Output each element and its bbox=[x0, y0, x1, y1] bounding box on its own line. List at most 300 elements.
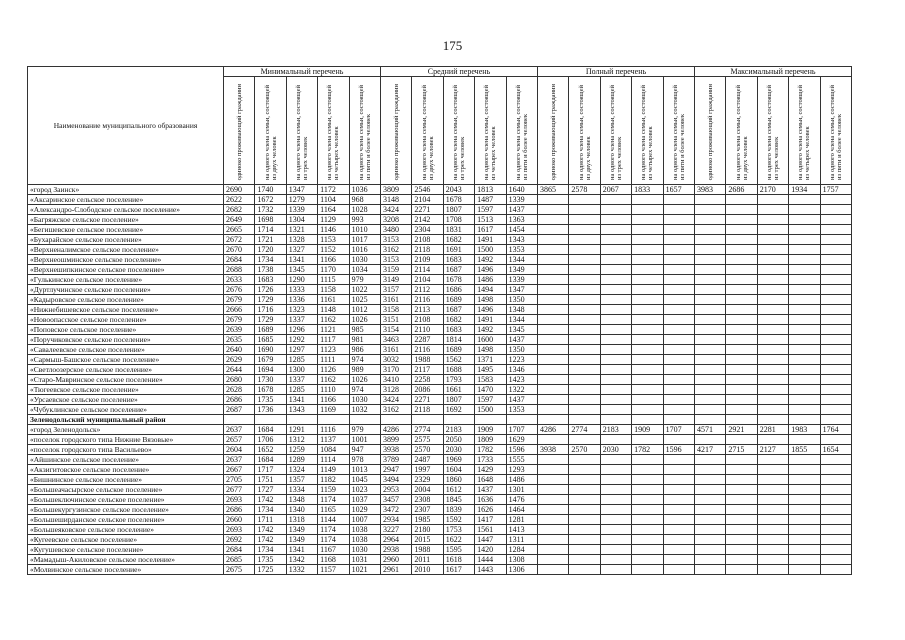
subcolumn-header-label: на одного члена семьи, состоящей из двух человек bbox=[420, 85, 435, 180]
value-cell: 1720 bbox=[255, 245, 286, 255]
municipality-name: «Молвинское сельское поселение» bbox=[28, 565, 224, 575]
value-cell bbox=[663, 505, 694, 515]
group-header-full: Полный перечень bbox=[538, 67, 695, 77]
value-cell bbox=[726, 235, 757, 245]
value-cell: 3809 bbox=[381, 185, 412, 195]
value-cell: 1592 bbox=[443, 515, 474, 525]
value-cell: 1152 bbox=[318, 245, 349, 255]
value-cell bbox=[538, 485, 569, 495]
value-cell: 3151 bbox=[381, 315, 412, 325]
table-row bbox=[28, 285, 852, 295]
value-cell: 1104 bbox=[318, 195, 349, 205]
value-cell bbox=[757, 295, 788, 305]
value-cell bbox=[820, 415, 851, 425]
value-cell bbox=[632, 465, 663, 475]
municipality-name: «Большеяковское сельское поселение» bbox=[28, 525, 224, 535]
value-cell bbox=[600, 475, 631, 485]
value-cell bbox=[632, 495, 663, 505]
value-cell bbox=[632, 415, 663, 425]
value-cell: 1345 bbox=[506, 325, 537, 335]
value-cell: 1736 bbox=[255, 405, 286, 415]
table-row bbox=[28, 365, 852, 375]
value-cell: 2705 bbox=[224, 475, 255, 485]
municipality-name: «поселок городского типа Васильево» bbox=[28, 445, 224, 455]
value-cell: 1437 bbox=[506, 205, 537, 215]
value-cell bbox=[600, 415, 631, 425]
value-cell: 1321 bbox=[286, 225, 317, 235]
value-cell bbox=[663, 225, 694, 235]
value-cell bbox=[663, 405, 694, 415]
value-cell: 1909 bbox=[475, 425, 506, 435]
value-cell bbox=[538, 365, 569, 375]
value-cell bbox=[726, 565, 757, 575]
value-cell bbox=[789, 325, 820, 335]
value-cell: 1617 bbox=[475, 225, 506, 235]
value-cell: 1513 bbox=[475, 215, 506, 225]
value-cell bbox=[789, 545, 820, 555]
value-cell: 1293 bbox=[506, 465, 537, 475]
value-cell bbox=[538, 385, 569, 395]
value-cell bbox=[757, 415, 788, 425]
value-cell: 1753 bbox=[443, 525, 474, 535]
value-cell bbox=[569, 485, 600, 495]
value-cell bbox=[600, 375, 631, 385]
value-cell bbox=[820, 545, 851, 555]
value-cell bbox=[663, 315, 694, 325]
value-cell: 1833 bbox=[632, 185, 663, 195]
value-cell bbox=[757, 375, 788, 385]
value-cell: 1683 bbox=[443, 325, 474, 335]
municipality-name: «Александро-Слободское сельское поселение» bbox=[28, 205, 224, 215]
table-row bbox=[28, 235, 852, 245]
value-cell bbox=[569, 565, 600, 575]
value-cell bbox=[695, 275, 726, 285]
table-row bbox=[28, 515, 852, 525]
value-cell: 1678 bbox=[443, 275, 474, 285]
value-cell bbox=[600, 405, 631, 415]
value-cell bbox=[757, 535, 788, 545]
value-cell bbox=[789, 365, 820, 375]
value-cell: 1692 bbox=[443, 405, 474, 415]
value-cell: 1423 bbox=[506, 375, 537, 385]
value-cell bbox=[695, 495, 726, 505]
table-row bbox=[28, 505, 852, 515]
value-cell bbox=[538, 215, 569, 225]
table-row bbox=[28, 185, 852, 195]
value-cell bbox=[695, 355, 726, 365]
value-cell bbox=[789, 195, 820, 205]
value-cell: 2688 bbox=[224, 265, 255, 275]
value-cell: 1322 bbox=[506, 385, 537, 395]
value-cell: 1281 bbox=[506, 515, 537, 525]
value-cell bbox=[632, 515, 663, 525]
value-cell: 1751 bbox=[255, 475, 286, 485]
value-cell: 1500 bbox=[475, 245, 506, 255]
value-cell: 1342 bbox=[286, 555, 317, 565]
value-cell bbox=[695, 545, 726, 555]
value-cell: 1012 bbox=[349, 305, 380, 315]
value-cell: 1486 bbox=[506, 475, 537, 485]
value-cell bbox=[663, 395, 694, 405]
subcolumn-header bbox=[318, 77, 349, 185]
value-cell: 1447 bbox=[475, 535, 506, 545]
value-cell: 1334 bbox=[286, 485, 317, 495]
value-cell bbox=[538, 495, 569, 505]
value-cell: 1729 bbox=[255, 315, 286, 325]
value-cell bbox=[820, 325, 851, 335]
value-cell: 1285 bbox=[286, 355, 317, 365]
value-cell bbox=[695, 295, 726, 305]
value-cell bbox=[600, 235, 631, 245]
value-cell bbox=[538, 265, 569, 275]
table-row bbox=[28, 215, 852, 225]
value-cell bbox=[600, 555, 631, 565]
value-cell: 1500 bbox=[475, 405, 506, 415]
value-cell: 1491 bbox=[475, 235, 506, 245]
value-cell: 2667 bbox=[224, 465, 255, 475]
table-row bbox=[28, 305, 852, 315]
value-cell: 1561 bbox=[475, 525, 506, 535]
value-cell bbox=[789, 315, 820, 325]
value-cell bbox=[789, 505, 820, 515]
value-cell bbox=[820, 285, 851, 295]
value-cell: 1498 bbox=[475, 295, 506, 305]
value-cell bbox=[663, 305, 694, 315]
value-cell: 2604 bbox=[224, 445, 255, 455]
value-cell bbox=[538, 355, 569, 365]
value-cell bbox=[632, 395, 663, 405]
value-cell bbox=[820, 495, 851, 505]
value-cell bbox=[632, 205, 663, 215]
group-header-minimal: Минимальный перечень bbox=[224, 67, 381, 77]
value-cell bbox=[632, 195, 663, 205]
value-cell: 2487 bbox=[412, 455, 443, 465]
value-cell: 2666 bbox=[224, 305, 255, 315]
value-cell bbox=[663, 465, 694, 475]
value-cell bbox=[538, 475, 569, 485]
value-cell bbox=[695, 365, 726, 375]
value-cell bbox=[569, 405, 600, 415]
value-cell bbox=[757, 395, 788, 405]
value-cell: 2693 bbox=[224, 525, 255, 535]
value-cell: 1622 bbox=[443, 535, 474, 545]
value-cell: 2774 bbox=[412, 425, 443, 435]
value-cell bbox=[757, 195, 788, 205]
value-cell bbox=[757, 285, 788, 295]
value-cell: 2030 bbox=[600, 445, 631, 455]
value-cell: 1084 bbox=[318, 445, 349, 455]
value-cell bbox=[538, 195, 569, 205]
value-cell: 1026 bbox=[349, 315, 380, 325]
value-cell: 1985 bbox=[412, 515, 443, 525]
value-cell bbox=[632, 265, 663, 275]
subcolumn-header bbox=[381, 77, 412, 185]
value-cell bbox=[757, 325, 788, 335]
value-cell bbox=[789, 295, 820, 305]
value-cell bbox=[569, 355, 600, 365]
value-cell: 1030 bbox=[349, 395, 380, 405]
subcolumn-header bbox=[443, 77, 474, 185]
value-cell bbox=[726, 525, 757, 535]
value-cell bbox=[381, 415, 412, 425]
value-cell: 1017 bbox=[349, 235, 380, 245]
value-cell: 1343 bbox=[506, 235, 537, 245]
value-cell: 1349 bbox=[506, 265, 537, 275]
value-cell bbox=[663, 355, 694, 365]
value-cell: 2637 bbox=[224, 455, 255, 465]
value-cell bbox=[695, 455, 726, 465]
value-cell: 2015 bbox=[412, 535, 443, 545]
subcolumn-header bbox=[538, 77, 569, 185]
value-cell: 1498 bbox=[475, 345, 506, 355]
value-cell: 2690 bbox=[224, 185, 255, 195]
value-cell bbox=[820, 465, 851, 475]
value-cell: 1123 bbox=[318, 345, 349, 355]
value-cell: 1318 bbox=[286, 515, 317, 525]
value-cell bbox=[663, 215, 694, 225]
value-cell bbox=[757, 525, 788, 535]
value-cell: 1682 bbox=[443, 235, 474, 245]
value-cell: 1166 bbox=[318, 255, 349, 265]
value-cell bbox=[538, 335, 569, 345]
value-cell: 1029 bbox=[349, 505, 380, 515]
value-cell bbox=[820, 405, 851, 415]
subcolumn-header bbox=[255, 77, 286, 185]
municipality-name: «Дуртлучинское сельское поселение» bbox=[28, 285, 224, 295]
value-cell: 1688 bbox=[443, 365, 474, 375]
value-cell: 1626 bbox=[475, 505, 506, 515]
table-row bbox=[28, 275, 852, 285]
municipality-name: «Нижнебишевское сельское поселение» bbox=[28, 305, 224, 315]
value-cell: 1429 bbox=[475, 465, 506, 475]
value-cell bbox=[789, 355, 820, 365]
value-cell: 2304 bbox=[412, 225, 443, 235]
value-cell: 1492 bbox=[475, 255, 506, 265]
table-row bbox=[28, 315, 852, 325]
value-cell: 3227 bbox=[381, 525, 412, 535]
value-cell bbox=[789, 405, 820, 415]
value-cell: 1115 bbox=[318, 275, 349, 285]
value-cell: 2692 bbox=[224, 535, 255, 545]
table-row bbox=[28, 245, 852, 255]
value-cell: 2118 bbox=[412, 245, 443, 255]
table-row bbox=[28, 445, 852, 455]
value-cell bbox=[726, 285, 757, 295]
table-row bbox=[28, 525, 852, 535]
value-cell: 1640 bbox=[506, 185, 537, 195]
value-cell bbox=[757, 435, 788, 445]
subcolumn-header bbox=[349, 77, 380, 185]
value-cell: 1596 bbox=[663, 445, 694, 455]
value-cell bbox=[600, 205, 631, 215]
value-cell: 1312 bbox=[286, 435, 317, 445]
value-cell: 1022 bbox=[349, 285, 380, 295]
value-cell: 981 bbox=[349, 335, 380, 345]
value-cell bbox=[538, 545, 569, 555]
municipality-name: «Чубуклинское сельское поселение» bbox=[28, 405, 224, 415]
value-cell bbox=[820, 395, 851, 405]
value-cell bbox=[663, 345, 694, 355]
value-cell bbox=[820, 555, 851, 565]
value-cell: 2258 bbox=[412, 375, 443, 385]
municipality-name: «город Зеленодольск» bbox=[28, 425, 224, 435]
value-cell: 1023 bbox=[349, 485, 380, 495]
value-cell bbox=[600, 225, 631, 235]
value-cell: 1148 bbox=[318, 305, 349, 315]
value-cell bbox=[600, 385, 631, 395]
value-cell: 2640 bbox=[224, 345, 255, 355]
value-cell bbox=[632, 225, 663, 235]
value-cell bbox=[632, 525, 663, 535]
value-cell: 1730 bbox=[255, 375, 286, 385]
value-cell bbox=[569, 295, 600, 305]
value-cell: 2682 bbox=[224, 205, 255, 215]
value-cell bbox=[757, 485, 788, 495]
value-cell bbox=[757, 405, 788, 415]
value-cell: 1038 bbox=[349, 525, 380, 535]
value-cell: 2043 bbox=[443, 185, 474, 195]
subcolumn-header-label: на одного члена семьи, состоящей из четырех человек bbox=[326, 85, 341, 180]
value-cell: 1223 bbox=[506, 355, 537, 365]
value-cell bbox=[663, 295, 694, 305]
value-cell bbox=[600, 535, 631, 545]
value-cell bbox=[695, 345, 726, 355]
value-cell: 2116 bbox=[412, 345, 443, 355]
value-cell bbox=[695, 465, 726, 475]
value-cell bbox=[789, 385, 820, 395]
value-cell: 2934 bbox=[381, 515, 412, 525]
value-cell: 2117 bbox=[412, 365, 443, 375]
municipality-name: «Савалеевское сельское поселение» bbox=[28, 345, 224, 355]
subcolumn-header bbox=[789, 77, 820, 185]
value-cell: 1683 bbox=[255, 275, 286, 285]
value-cell bbox=[569, 275, 600, 285]
value-cell bbox=[695, 475, 726, 485]
value-cell bbox=[538, 525, 569, 535]
value-cell bbox=[726, 395, 757, 405]
value-cell: 1988 bbox=[412, 355, 443, 365]
value-cell bbox=[600, 365, 631, 375]
value-cell: 1600 bbox=[475, 335, 506, 345]
value-cell: 1685 bbox=[255, 335, 286, 345]
value-cell bbox=[569, 395, 600, 405]
value-cell bbox=[695, 255, 726, 265]
value-cell: 1742 bbox=[255, 535, 286, 545]
value-cell: 2307 bbox=[412, 505, 443, 515]
value-cell: 2687 bbox=[224, 405, 255, 415]
value-cell bbox=[538, 345, 569, 355]
table-body bbox=[28, 185, 852, 575]
value-cell: 1562 bbox=[443, 355, 474, 365]
municipality-name: «Поручиковское сельское поселение» bbox=[28, 335, 224, 345]
value-cell: 993 bbox=[349, 215, 380, 225]
value-cell bbox=[695, 375, 726, 385]
value-cell: 1045 bbox=[349, 475, 380, 485]
value-cell bbox=[538, 505, 569, 515]
value-cell: 1291 bbox=[286, 425, 317, 435]
value-cell: 1988 bbox=[412, 545, 443, 555]
table-wrapper bbox=[27, 66, 852, 575]
table-row bbox=[28, 345, 852, 355]
value-cell bbox=[569, 345, 600, 355]
value-cell: 2142 bbox=[412, 215, 443, 225]
value-cell: 3480 bbox=[381, 225, 412, 235]
value-cell bbox=[538, 395, 569, 405]
value-cell: 1339 bbox=[506, 195, 537, 205]
value-cell: 1860 bbox=[443, 475, 474, 485]
value-cell: 1007 bbox=[349, 515, 380, 525]
value-cell bbox=[412, 415, 443, 425]
value-cell: 3938 bbox=[538, 445, 569, 455]
subcolumn-header-label: на одного члена семьи, состоящей из трех человек bbox=[608, 85, 623, 180]
value-cell bbox=[695, 435, 726, 445]
value-cell: 1126 bbox=[318, 365, 349, 375]
value-cell: 2633 bbox=[224, 275, 255, 285]
table-row bbox=[28, 395, 852, 405]
subcolumn-header bbox=[663, 77, 694, 185]
value-cell: 1038 bbox=[349, 535, 380, 545]
value-cell bbox=[726, 455, 757, 465]
value-cell: 1162 bbox=[318, 315, 349, 325]
subcolumn-header-label: одиноко проживающий гражданин bbox=[706, 83, 714, 180]
value-cell: 2685 bbox=[224, 555, 255, 565]
value-cell: 1165 bbox=[318, 505, 349, 515]
value-cell bbox=[789, 305, 820, 315]
value-cell bbox=[538, 415, 569, 425]
value-cell: 1717 bbox=[255, 465, 286, 475]
value-cell bbox=[569, 375, 600, 385]
value-cell bbox=[600, 325, 631, 335]
municipality-name: «Большеключинское сельское поселение» bbox=[28, 495, 224, 505]
value-cell: 1682 bbox=[443, 315, 474, 325]
value-cell: 1687 bbox=[443, 265, 474, 275]
value-cell: 1997 bbox=[412, 465, 443, 475]
value-cell: 1028 bbox=[349, 205, 380, 215]
value-cell: 2680 bbox=[224, 375, 255, 385]
value-cell bbox=[632, 565, 663, 575]
value-cell: 1734 bbox=[255, 505, 286, 515]
value-cell: 2964 bbox=[381, 535, 412, 545]
value-cell: 1618 bbox=[443, 555, 474, 565]
value-cell bbox=[757, 455, 788, 465]
value-cell bbox=[726, 195, 757, 205]
value-cell: 1304 bbox=[286, 215, 317, 225]
subcolumn-header-label: на одного члена семьи, состоящей из трех человек bbox=[765, 85, 780, 180]
group-header-average: Средний перечень bbox=[381, 67, 538, 77]
value-cell bbox=[820, 385, 851, 395]
table-row bbox=[28, 555, 852, 565]
table-row bbox=[28, 375, 852, 385]
table-row bbox=[28, 465, 852, 475]
value-cell: 1341 bbox=[286, 545, 317, 555]
value-cell: 2649 bbox=[224, 215, 255, 225]
value-cell bbox=[820, 295, 851, 305]
value-cell bbox=[600, 255, 631, 265]
value-cell: 1174 bbox=[318, 495, 349, 505]
value-cell bbox=[695, 315, 726, 325]
value-cell: 1349 bbox=[286, 535, 317, 545]
value-cell bbox=[600, 265, 631, 275]
value-cell: 1738 bbox=[255, 265, 286, 275]
value-cell: 1672 bbox=[255, 195, 286, 205]
value-cell: 1336 bbox=[286, 295, 317, 305]
subcolumn-header-label: на одного члена семьи, состоящей из пяти и более человек bbox=[828, 85, 843, 180]
value-cell bbox=[538, 295, 569, 305]
value-cell bbox=[726, 305, 757, 315]
value-cell bbox=[569, 365, 600, 375]
value-cell: 1174 bbox=[318, 525, 349, 535]
value-cell: 1983 bbox=[789, 425, 820, 435]
